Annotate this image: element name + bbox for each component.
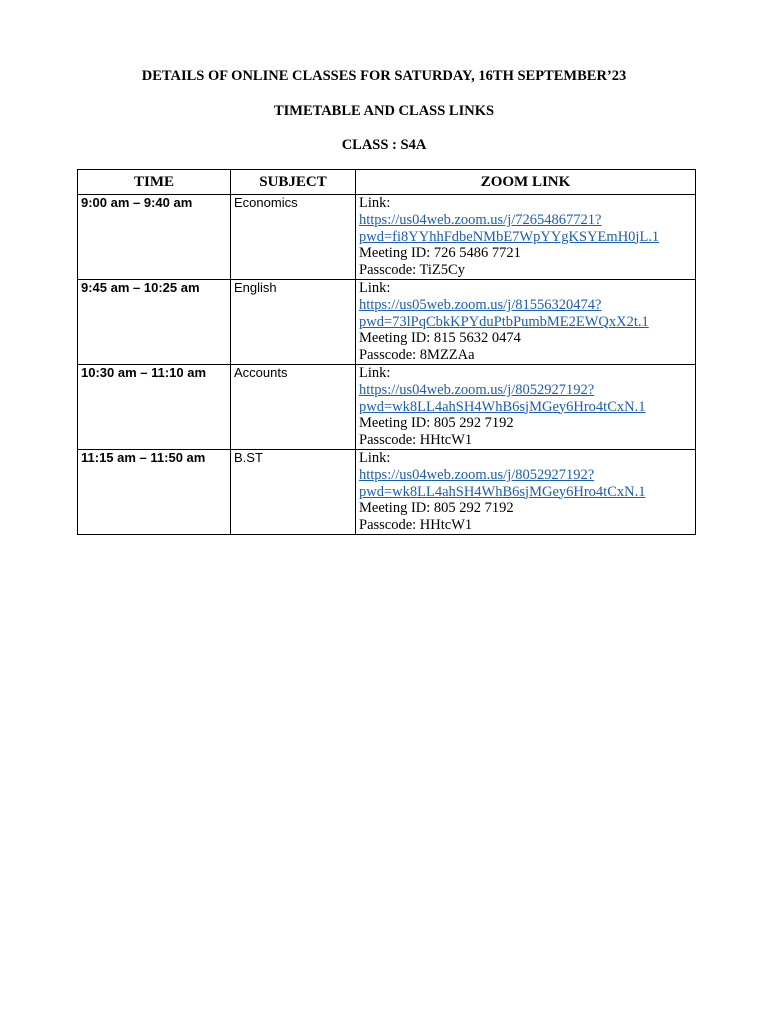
zoom-link-cell [356,195,696,280]
time-cell: 11:15 am – 11:50 am [78,450,231,535]
zoom-url-link[interactable] [359,212,692,246]
class-label: CLASS : S4A [341,137,427,153]
header-zoom-link: ZOOM LINK [356,170,696,195]
meeting-id: Meeting ID: 726 5486 7721 [359,245,521,262]
meeting-id: Meeting ID: 805 292 7192 [359,500,514,517]
subject-cell: B.ST [231,450,356,535]
document-subtitle: TIMETABLE AND CLASS LINKS [273,103,495,119]
zoom-link-cell [356,280,696,365]
table-row [78,195,696,280]
timetable-header [78,170,696,195]
header-row [78,170,696,195]
zoom-url-part-1[interactable]: https://us05web.zoom.us/j/81556320474? [359,296,602,313]
passcode: Passcode: TiZ5Cy [359,262,465,279]
zoom-url-link[interactable] [359,382,692,416]
subject-cell: Accounts [231,365,356,450]
link-label: Link: [359,195,391,211]
link-label: Link: [359,365,391,381]
zoom-url-link[interactable] [359,467,692,501]
passcode: Passcode: HHtcW1 [359,517,473,534]
zoom-url-part-2[interactable]: pwd=fi8YYhhFdbeNMbE7WpYYgKSYEmH0jL.1 [359,228,660,245]
link-label: Link: [359,450,391,466]
zoom-url-part-2[interactable]: pwd=73lPqCbkKPYduPtbPumbME2EWQxX2t.1 [359,313,649,330]
header-time: TIME [78,170,231,195]
zoom-link-cell [356,365,696,450]
passcode: Passcode: 8MZZAa [359,347,475,364]
time-cell: 9:45 am – 10:25 am [78,280,231,365]
zoom-link-cell [356,450,696,535]
passcode: Passcode: HHtcW1 [359,432,473,449]
timetable-body [78,195,696,535]
link-label: Link: [359,280,391,296]
subject-cell: Economics [231,195,356,280]
zoom-url-part-1[interactable]: https://us04web.zoom.us/j/8052927192? [359,381,595,398]
table-row [78,280,696,365]
subject-cell: English [231,280,356,365]
table-row [78,365,696,450]
zoom-url-part-1[interactable]: https://us04web.zoom.us/j/8052927192? [359,466,595,483]
time-cell: 9:00 am – 9:40 am [78,195,231,280]
table-row [78,450,696,535]
timetable [77,169,696,535]
zoom-url-part-1[interactable]: https://us04web.zoom.us/j/72654867721? [359,211,602,228]
meeting-id: Meeting ID: 815 5632 0474 [359,330,521,347]
zoom-url-part-2[interactable]: pwd=wk8LL4ahSH4WhB6sjMGey6Hro4tCxN.1 [359,398,646,415]
zoom-url-part-2[interactable]: pwd=wk8LL4ahSH4WhB6sjMGey6Hro4tCxN.1 [359,483,646,500]
header-subject: SUBJECT [231,170,356,195]
document-title: DETAILS OF ONLINE CLASSES FOR SATURDAY, 16TH SEPTEMBER’23 [141,68,627,84]
zoom-url-link[interactable] [359,297,692,331]
time-cell: 10:30 am – 11:10 am [78,365,231,450]
meeting-id: Meeting ID: 805 292 7192 [359,415,514,432]
